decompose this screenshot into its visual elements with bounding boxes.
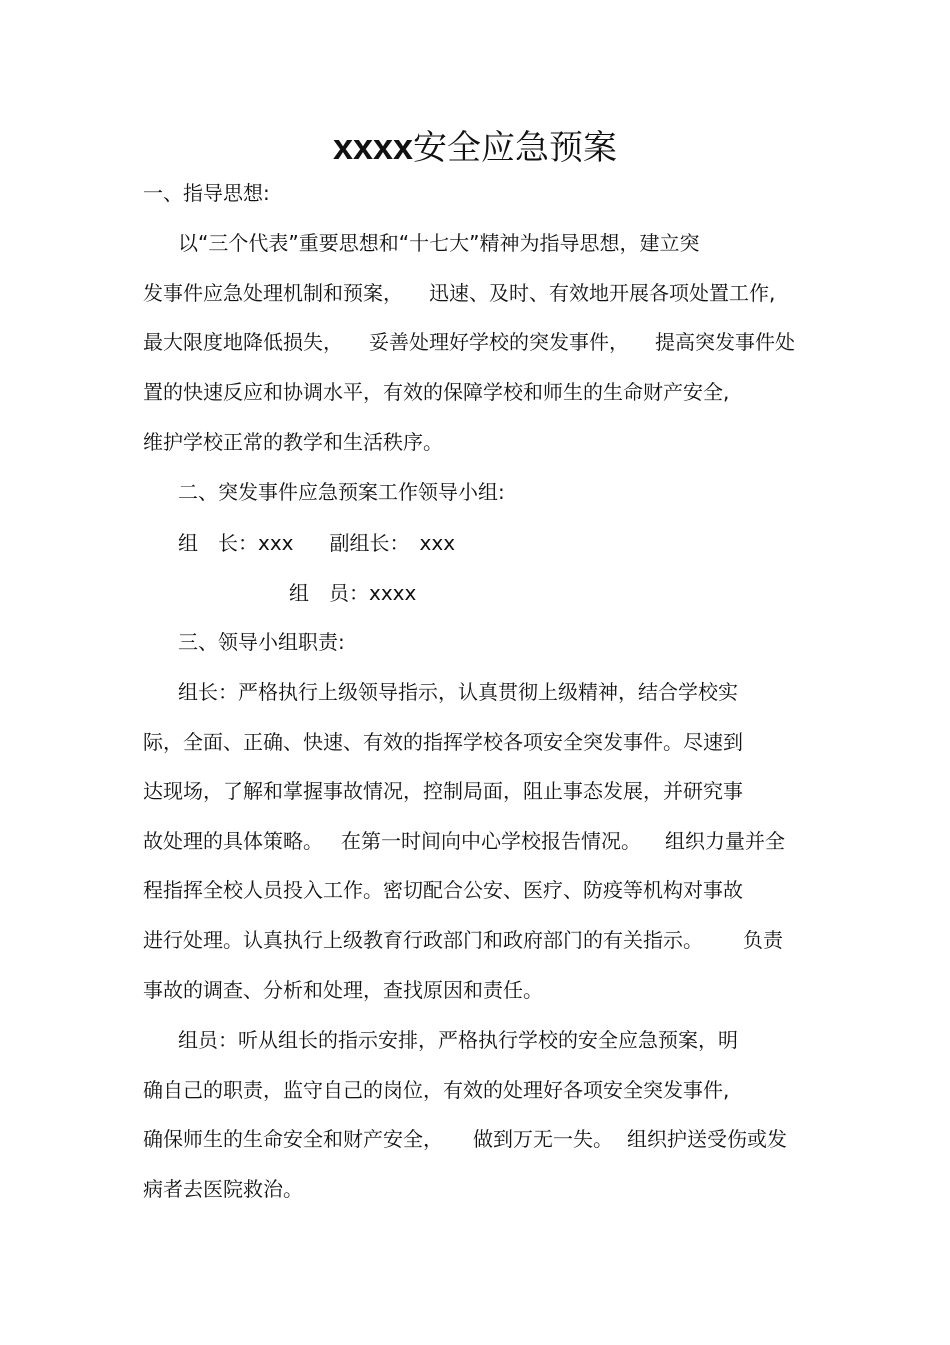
leader-line: 组 长：xxx 副组长： xxx bbox=[178, 531, 456, 555]
paragraph-1-line-4: 置的快速反应和协调水平，有效的保障学校和师生的生命财产安全, bbox=[143, 380, 730, 404]
paragraph-1-line-5: 维护学校正常的教学和生活秩序。 bbox=[143, 430, 443, 454]
paragraph-2-line-2: 际，全面、正确、快速、有效的指挥学校各项安全突发事件。尽速到 bbox=[143, 730, 743, 754]
paragraph-1-line-3: 最大限度地降低损失， 妥善处理好学校的突发事件， 提高突发事件处 bbox=[143, 330, 795, 354]
section-heading-1: 一、指导思想: bbox=[143, 181, 270, 205]
paragraph-1-line-1: 以“三个代表”重要思想和“十七大”精神为指导思想，建立突 bbox=[178, 231, 700, 255]
paragraph-2-line-7: 事故的调查、分析和处理，查找原因和责任。 bbox=[143, 978, 543, 1002]
paragraph-3-line-4: 病者去医院救治。 bbox=[143, 1177, 303, 1201]
paragraph-3-line-3: 确保师生的生命安全和财产安全， 做到万无一失。 组织护送受伤或发 bbox=[143, 1127, 787, 1151]
title-latin: xxxx bbox=[332, 126, 414, 167]
member-line: 组 员：xxxx bbox=[289, 581, 417, 605]
paragraph-1-line-2: 发事件应急处理机制和预案， 迅速、及时、有效地开展各项处置工作, bbox=[143, 281, 776, 305]
paragraph-2-line-6: 进行处理。认真执行上级教育行政部门和政府部门的有关指示。 负责 bbox=[143, 928, 783, 952]
paragraph-2-line-5: 程指挥全校人员投入工作。密切配合公安、医疗、防疫等机构对事故 bbox=[143, 878, 743, 902]
title-cjk: 安全应急预案 bbox=[413, 128, 618, 168]
paragraph-3-line-1: 组员：听从组长的指示安排，严格执行学校的安全应急预案，明 bbox=[178, 1028, 738, 1052]
section-heading-2: 二、突发事件应急预案工作领导小组: bbox=[178, 480, 505, 504]
document-title bbox=[0, 122, 950, 173]
paragraph-3-line-2: 确自己的职责，监守自己的岗位，有效的处理好各项安全突发事件, bbox=[143, 1078, 730, 1102]
paragraph-2-line-3: 达现场，了解和掌握事故情况，控制局面，阻止事态发展，并研究事 bbox=[143, 779, 743, 803]
section-heading-3: 三、领导小组职责: bbox=[178, 630, 345, 654]
paragraph-2-line-4: 故处理的具体策略。 在第一时间向中心学校报告情况。 组织力量并全 bbox=[143, 829, 785, 853]
paragraph-2-line-1: 组长：严格执行上级领导指示，认真贯彻上级精神，结合学校实 bbox=[178, 680, 738, 704]
